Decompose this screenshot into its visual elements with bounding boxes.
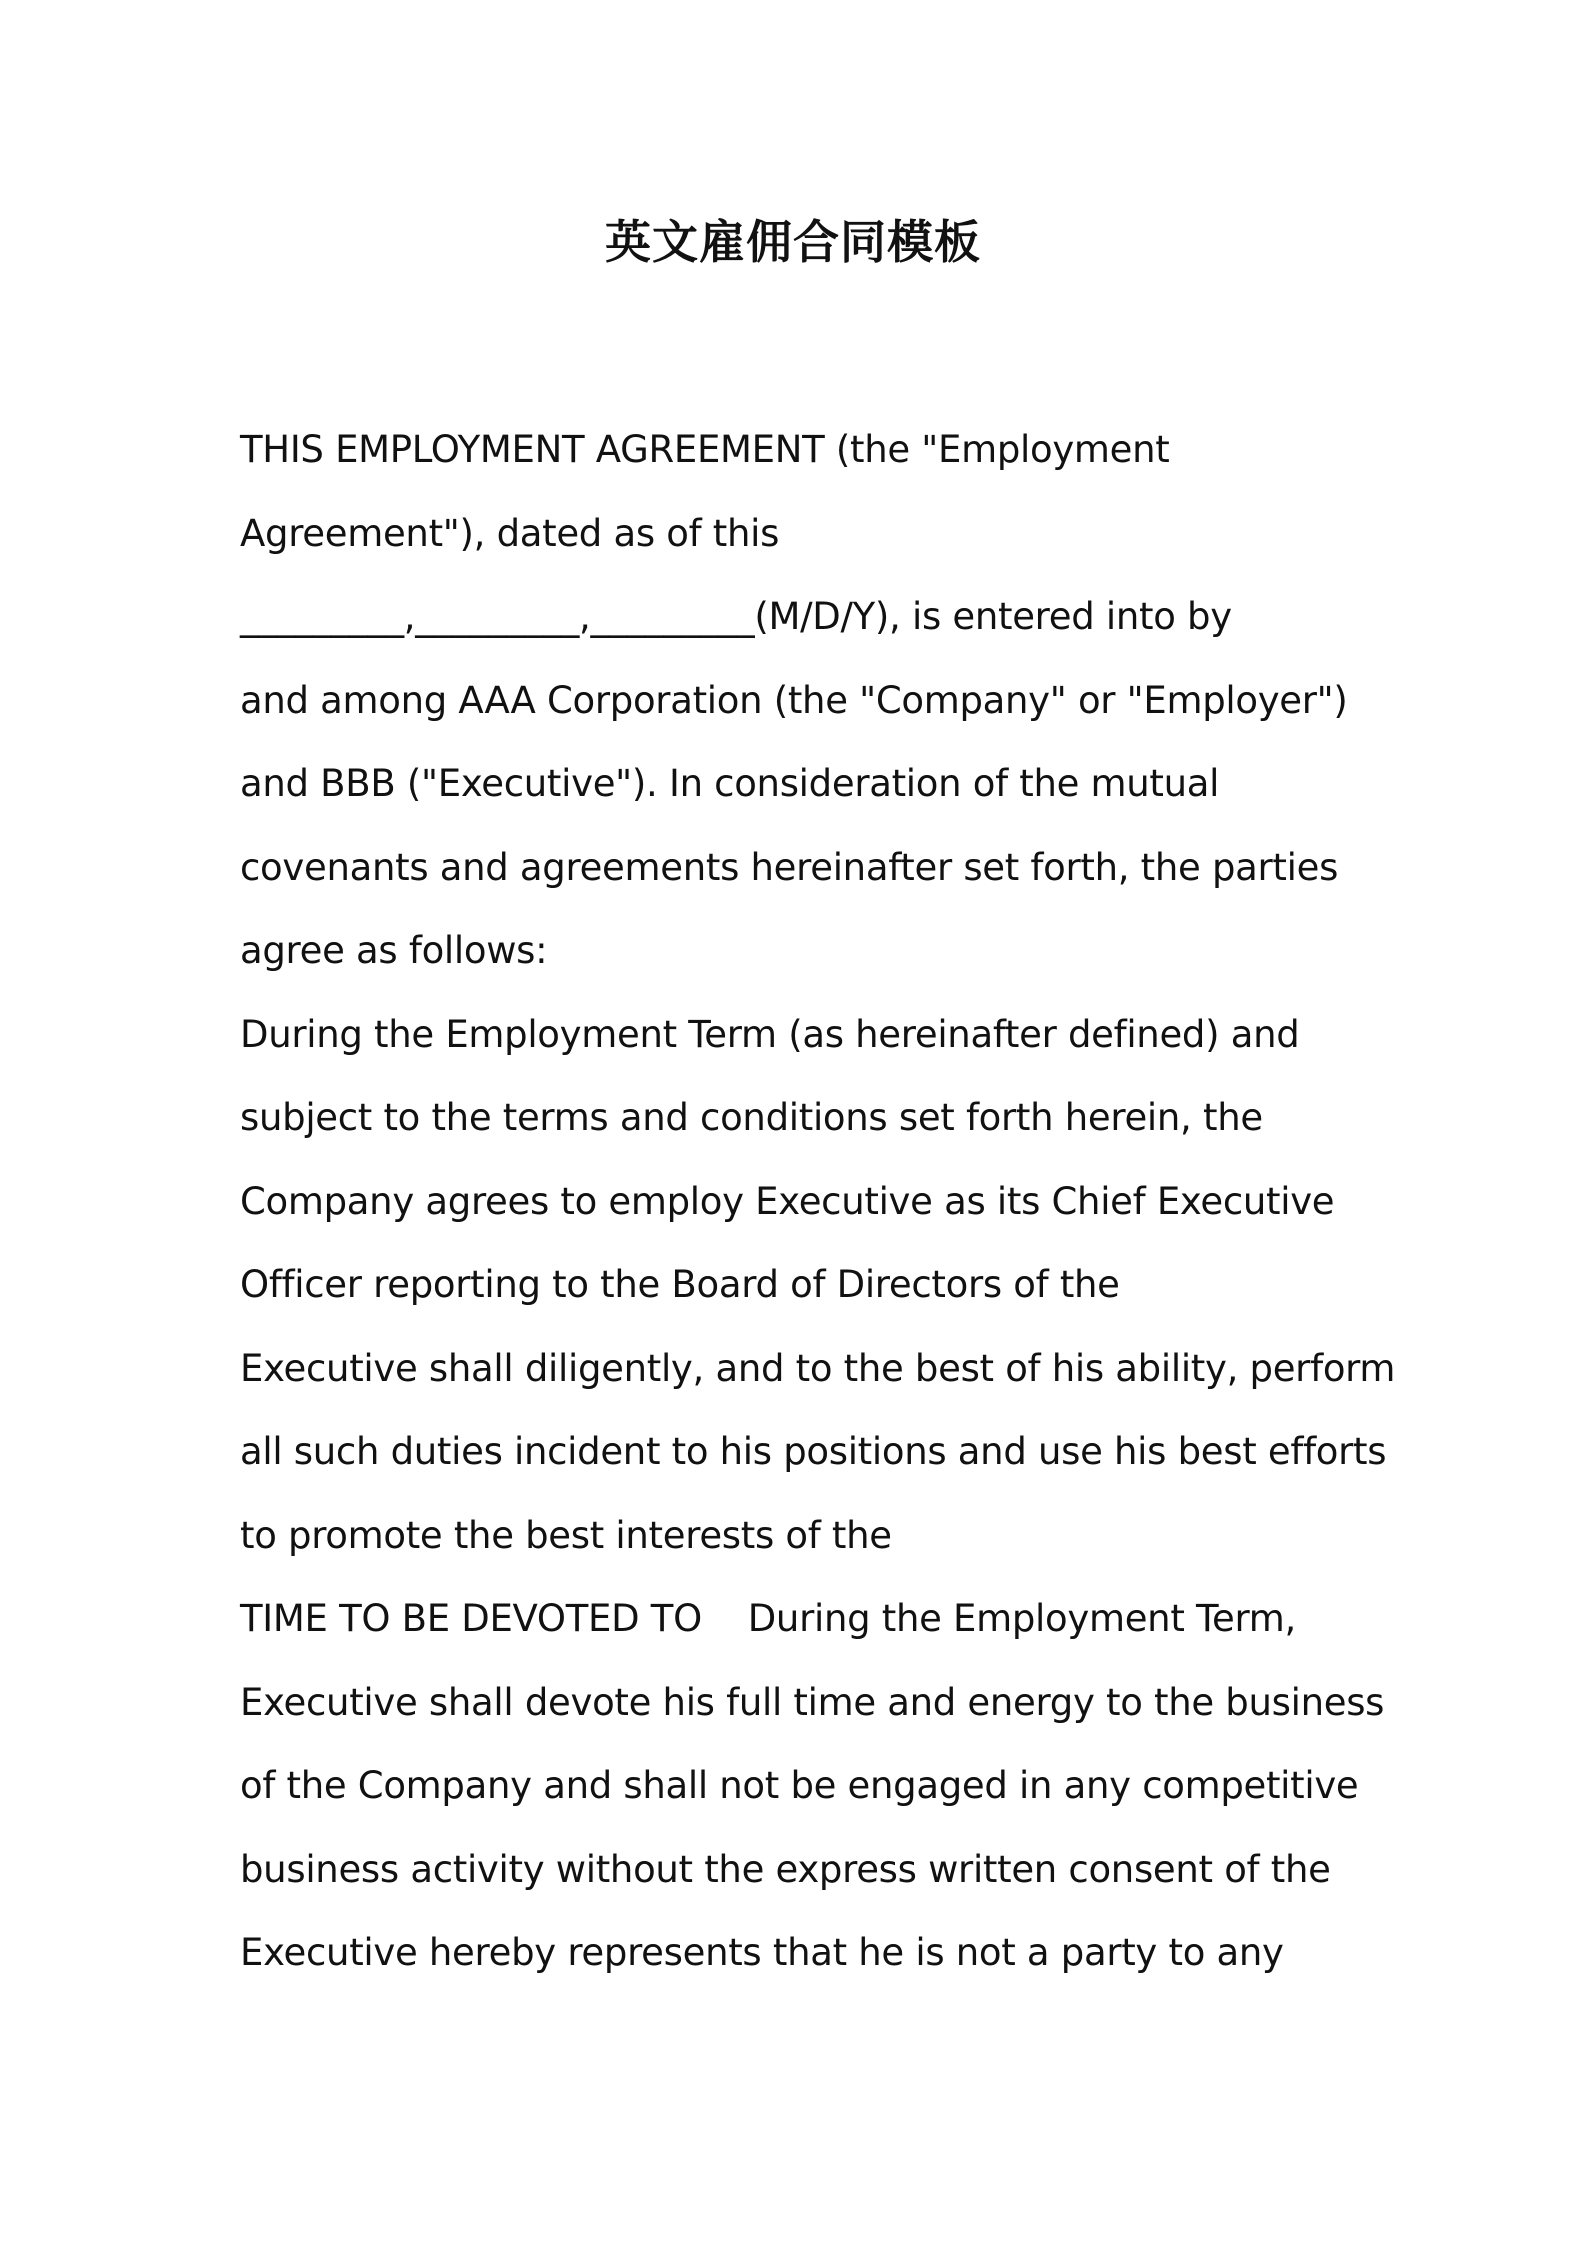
document-title: 英文雇佣合同模板 (605, 215, 981, 269)
body-line: all such duties incident to his positions and use his best efforts (240, 1430, 1387, 1473)
body-line: to promote the best interests of the (240, 1513, 892, 1557)
body-line: Company agrees to employ Executive as its Chief Executive (240, 1179, 1335, 1223)
body-line: _________,_________,_________(M/D/Y), is entered into by (240, 595, 1232, 638)
body-line: subject to the terms and conditions set forth herein, the (240, 1096, 1263, 1139)
body-line: TIME TO BE DEVOTED TO During the Employment Term, (240, 1597, 1296, 1640)
body-line: Officer reporting to the Board of Directors of the (240, 1263, 1120, 1306)
body-line: Executive shall diligently, and to the best of his ability, perform (240, 1346, 1396, 1390)
document-body (240, 408, 1396, 1995)
body-line: and among AAA Corporation (the "Company" or "Employer") (240, 678, 1348, 722)
body-line: Executive shall devote his full time and energy to the business (240, 1680, 1385, 1724)
body-line: Agreement"), dated as of this (240, 511, 780, 555)
body-line: THIS EMPLOYMENT AGREEMENT (the "Employment (240, 428, 1170, 471)
body-line: and BBB ("Executive"). In consideration of the mutual (240, 762, 1220, 805)
body-line: of the Company and shall not be engaged in any competitive (240, 1764, 1359, 1807)
body-line: business activity without the express written consent of the (240, 1847, 1331, 1891)
body-line: Executive hereby represents that he is not a party to any (240, 1931, 1284, 1974)
body-line: During the Employment Term (as hereinafter defined) and (240, 1012, 1300, 1056)
body-line: agree as follows: (240, 929, 548, 972)
body-line: covenants and agreements hereinafter set forth, the parties (240, 845, 1339, 889)
